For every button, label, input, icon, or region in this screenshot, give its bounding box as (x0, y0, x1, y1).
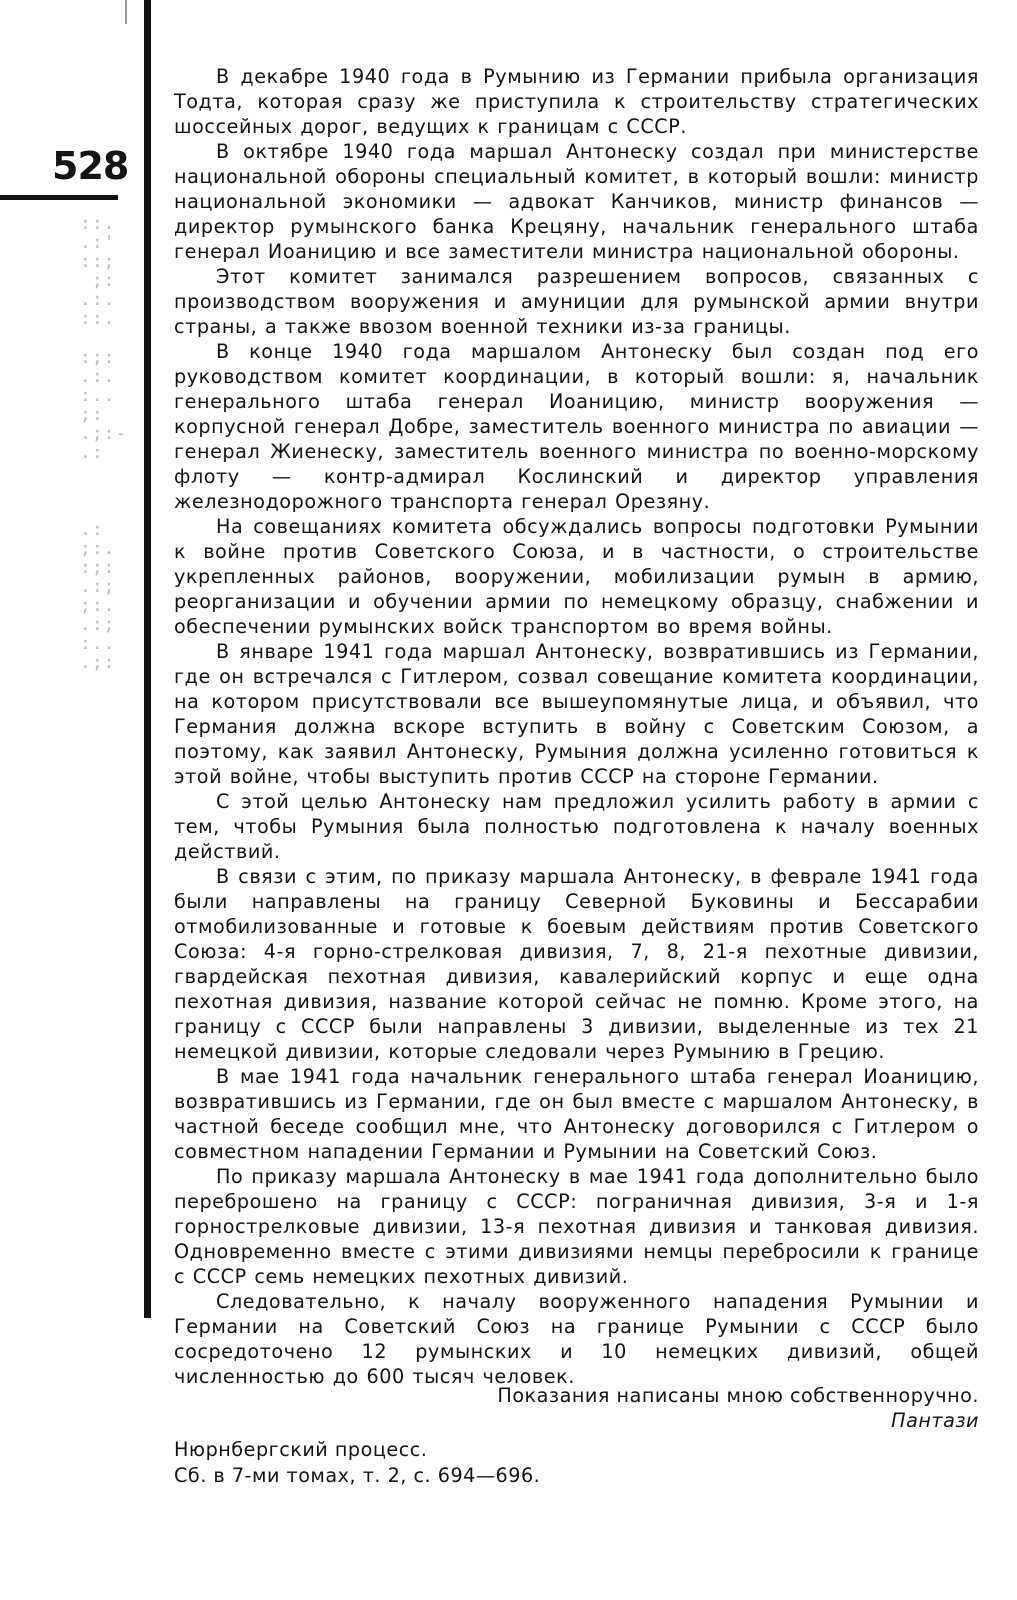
margin-scan-artifact: ::. .:' ::; ;: .:. ::. (80, 213, 116, 329)
source-line: Нюрнбергский процесс. (174, 1438, 428, 1461)
paragraph: В конце 1940 года маршалом Антонеску был создан под его руководством комитет координации, в который вошли: я, начальник генерального штаба генерал Иоаницию, министр вооружения — корпусной генерал Добре, заместитель военного министра по авиации — генерал Жиенеску, заместитель военного министра по военно-морскому флоту — контр-адмирал Кослинский и директор управления железнодорожного транспорта генерал Орезяну. (174, 340, 979, 513)
body-text (174, 64, 979, 1389)
margin-scan-artifact: :;: .:. :.. ;: .;:- .: (80, 347, 128, 463)
paragraph: В мае 1941 года начальник генерального штаба генерал Иоаницию, возвратившись из Германии, где он был вместе с маршалом Антонеску, в частной беседе сообщил мне, что Антонеску договорился с Гитлером о совместном нападении Германии и Румынии на Советский Союз. (174, 1065, 979, 1163)
page-number-rule (0, 195, 118, 200)
margin-vertical-rule (144, 0, 151, 1318)
paragraph: Этот комитет занимался разрешением вопросов, связанных с производством вооружения и амуниции для румынской армии внутри страны, а также ввозом военной техники из-за границы. (174, 265, 979, 338)
margin-scan-artifact: .: ;:. :;: .:; ;:. .:; :.. .;: (80, 519, 116, 673)
paragraph: С этой целью Антонеску нам предложил усилить работу в армии с тем, чтобы Румыния была полностью подготовлена к началу военных действий. (174, 790, 979, 863)
paragraph: По приказу маршала Антонеску в мае 1941 года дополнительно было переброшено на границу с СССР: пограничная дивизия, 3-я и 1-я горнострелковые дивизии, 13-я пехотная дивизия и танковая дивизия. Одновременно вместе с этими дивизиями немцы перебросили к границе с СССР семь немецких пехотных дивизий. (174, 1165, 979, 1288)
source-line: Сб. в 7-ми томах, т. 2, с. 694—696. (174, 1464, 541, 1487)
signature-statement: Показания написаны мною собственноручно. (497, 1384, 979, 1407)
signature-name: Пантази (891, 1409, 979, 1432)
signature-block (379, 1383, 979, 1433)
paragraph: В октябре 1940 года маршал Антонеску создал при министерстве национальной обороны специальный комитет, в который вошли: министр национальной экономики — адвокат Канчиков, министр финансов — директор румынского банка Крецяну, начальник генерального штаба генерал Иоаницию и все заместители министра национальной обороны. (174, 140, 979, 263)
source-citation (174, 1437, 774, 1489)
margin-tick-mark (125, 0, 127, 24)
paragraph: В связи с этим, по приказу маршала Антонеску, в феврале 1941 года были направлены на границу Северной Буковины и Бессарабии отмобилизованные и готовые к боевым действиям против Советского Союза: 4-я горно-стрелковая дивизия, 7, 8, 21-я пехотные дивизии, гвардейская пехотная дивизия, кавалерийский корпус и еще одна пехотная дивизия, название которой сейчас не помню. Кроме этого, на границу с СССР были направлены 3 дивизии, выделенные из тех 21 немецкой дивизии, которые следовали через Румынию в Грецию. (174, 865, 979, 1063)
paragraph: В декабре 1940 года в Румынию из Германии прибыла организация Тодта, которая сразу же приступила к строительству стратегических шоссейных дорог, ведущих к границам с СССР. (174, 65, 979, 138)
page-number: 528 (52, 144, 129, 188)
paragraph: В январе 1941 года маршал Антонеску, возвратившись из Германии, где он встречался с Гитлером, созвал совещание комитета координации, на котором присутствовали все вышеупомянутые лица, и объявил, что Германия должна вскоре вступить в войну с Советским Союзом, а поэтому, как заявил Антонеску, Румыния должна усиленно готовиться к этой войне, чтобы выступить против СССР на стороне Германии. (174, 640, 979, 788)
paragraph: На совещаниях комитета обсуждались вопросы подготовки Румынии к войне против Советского Союза, и в частности, о строительстве укрепленных районов, вооружении, мобилизации румын в армию, реорганизации и обучении армии по немецкому образцу, снабжении и обеспечении румынских войск транспортом во время войны. (174, 515, 979, 638)
left-margin (0, 0, 160, 1600)
paragraph: Следовательно, к началу вооруженного нападения Румынии и Германии на Советский Союз на границе Румынии с СССР было сосредоточено 12 румынских и 10 немецких дивизий, общей численностью до 600 тысяч человек. (174, 1290, 979, 1388)
